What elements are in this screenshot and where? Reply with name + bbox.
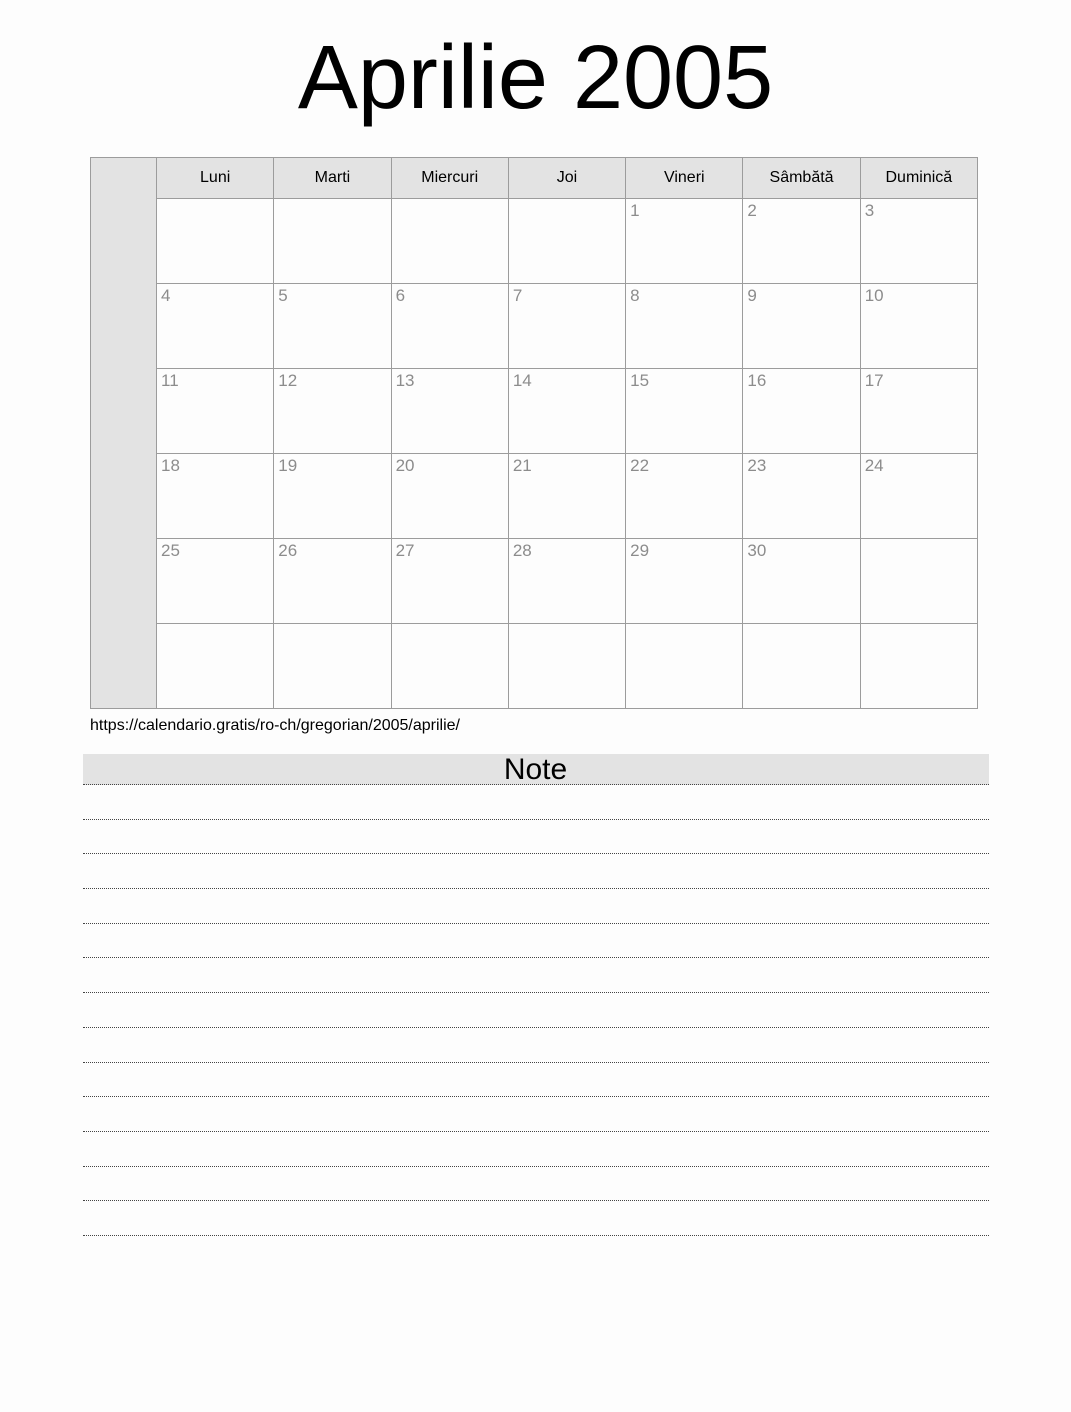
day-cell	[274, 199, 391, 284]
weekday-header-thursday: Joi	[508, 158, 625, 199]
notes-title: Note	[503, 753, 568, 786]
day-cell: 3	[860, 199, 977, 284]
day-cell: 23	[743, 454, 860, 539]
week-row	[91, 454, 978, 539]
weekday-header-friday: Vineri	[626, 158, 743, 199]
day-cell: 1	[626, 199, 743, 284]
weekday-header-sunday: Duminică	[860, 158, 977, 199]
week-row	[91, 539, 978, 624]
day-cell: 20	[391, 454, 508, 539]
week-row	[91, 369, 978, 454]
note-line	[83, 958, 989, 993]
day-cell	[274, 624, 391, 709]
day-cell	[391, 624, 508, 709]
note-line	[83, 1063, 989, 1098]
notes-header-bar	[83, 754, 989, 785]
page-title: Aprilie 2005	[297, 28, 774, 128]
day-cell	[508, 624, 625, 709]
day-cell: 29	[626, 539, 743, 624]
week-row	[91, 284, 978, 369]
day-cell	[157, 199, 274, 284]
note-line	[83, 1097, 989, 1132]
day-cell: 28	[508, 539, 625, 624]
weekday-header-monday: Luni	[157, 158, 274, 199]
weekday-header-tuesday: Marti	[274, 158, 391, 199]
day-cell: 2	[743, 199, 860, 284]
day-cell	[157, 624, 274, 709]
weekday-header-wednesday: Miercuri	[391, 158, 508, 199]
note-line	[83, 1201, 989, 1236]
source-url-link[interactable]: https://calendario.gratis/ro-ch/gregorian/2005/aprilie/	[90, 717, 460, 734]
day-cell: 5	[274, 284, 391, 369]
day-cell: 15	[626, 369, 743, 454]
weekday-header-saturday: Sâmbătă	[743, 158, 860, 199]
day-cell: 24	[860, 454, 977, 539]
note-line	[83, 785, 989, 820]
day-cell	[860, 539, 977, 624]
note-line	[83, 889, 989, 924]
notes-ruled-area	[83, 785, 989, 1236]
day-cell: 17	[860, 369, 977, 454]
day-cell: 27	[391, 539, 508, 624]
day-cell: 8	[626, 284, 743, 369]
day-cell	[508, 199, 625, 284]
day-cell: 19	[274, 454, 391, 539]
day-cell	[860, 624, 977, 709]
week-row	[91, 624, 978, 709]
day-cell: 13	[391, 369, 508, 454]
day-cell: 12	[274, 369, 391, 454]
day-cell: 7	[508, 284, 625, 369]
day-cell: 11	[157, 369, 274, 454]
day-cell: 30	[743, 539, 860, 624]
day-cell	[626, 624, 743, 709]
week-number-column	[91, 158, 157, 709]
note-line	[83, 1167, 989, 1202]
day-cell: 26	[274, 539, 391, 624]
day-cell: 25	[157, 539, 274, 624]
day-cell: 6	[391, 284, 508, 369]
day-cell	[391, 199, 508, 284]
day-cell: 14	[508, 369, 625, 454]
calendar-table	[90, 157, 978, 709]
day-cell: 16	[743, 369, 860, 454]
weekday-header-row	[91, 158, 978, 199]
note-line	[83, 993, 989, 1028]
note-line	[83, 854, 989, 889]
week-row	[91, 199, 978, 284]
note-line	[83, 1028, 989, 1063]
note-line	[83, 820, 989, 855]
note-line	[83, 1132, 989, 1167]
day-cell: 4	[157, 284, 274, 369]
day-cell: 18	[157, 454, 274, 539]
day-cell: 9	[743, 284, 860, 369]
day-cell	[743, 624, 860, 709]
day-cell: 22	[626, 454, 743, 539]
day-cell: 21	[508, 454, 625, 539]
day-cell: 10	[860, 284, 977, 369]
note-line	[83, 924, 989, 959]
